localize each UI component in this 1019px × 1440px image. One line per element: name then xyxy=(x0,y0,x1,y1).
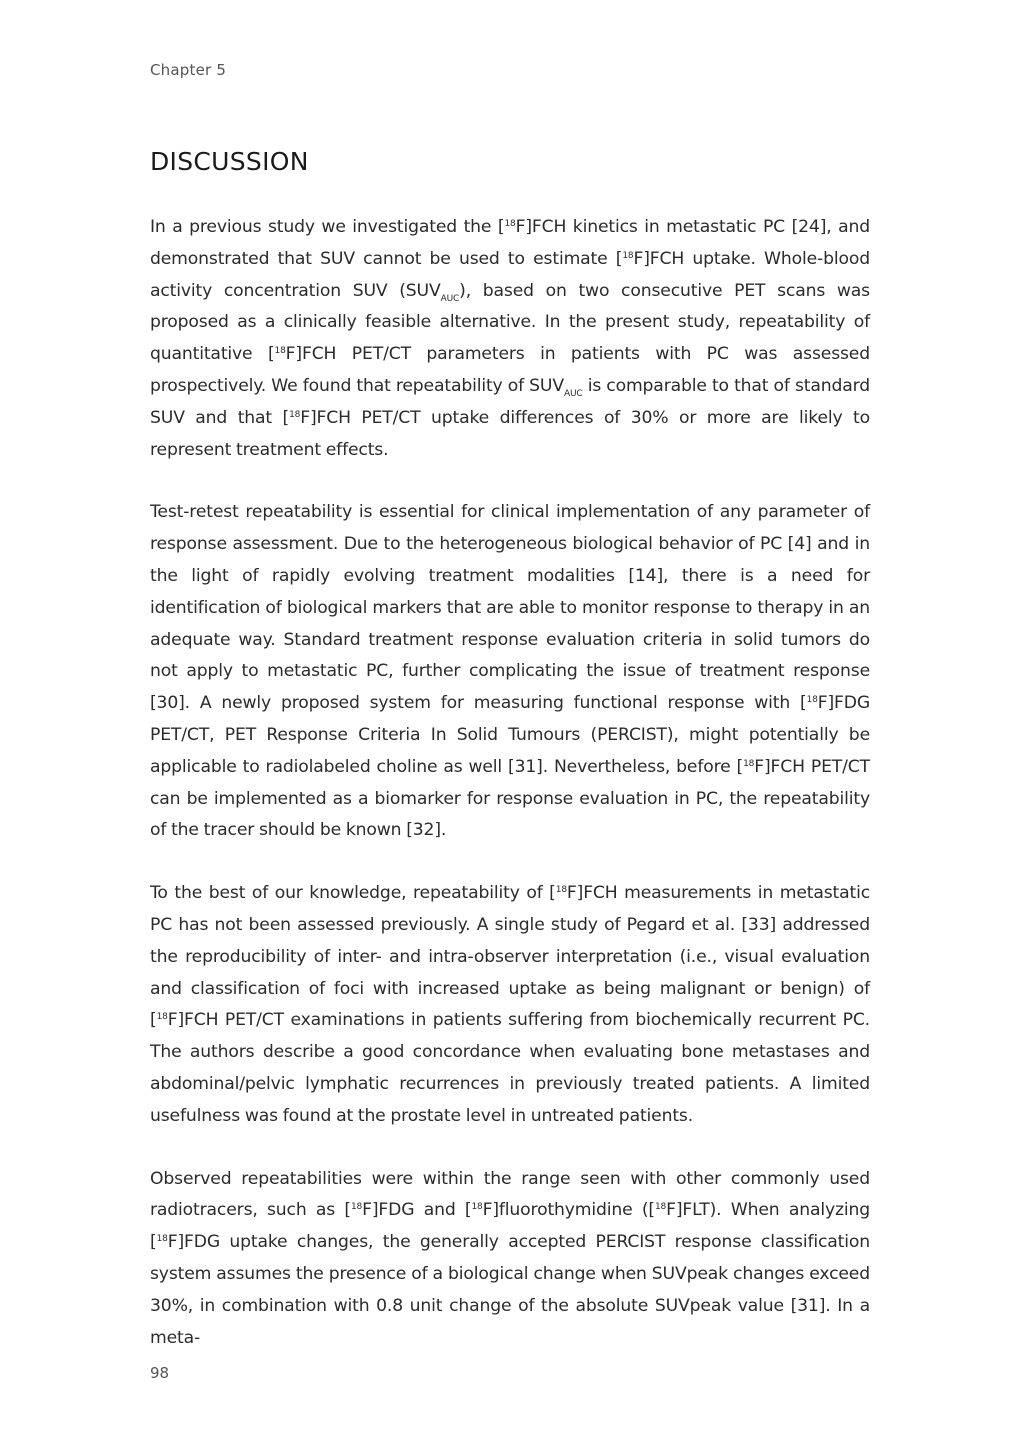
superscript: 18 xyxy=(806,695,818,706)
text-run: In a previous study we investigated the [ xyxy=(150,217,505,237)
superscript: 18 xyxy=(654,1202,667,1213)
paragraph-1 xyxy=(150,212,870,466)
superscript: 18 xyxy=(289,409,301,420)
text-run: F]FLT). When analyzing [ xyxy=(150,1200,870,1253)
superscript: 18 xyxy=(743,758,755,769)
superscript: 18 xyxy=(156,1234,168,1245)
superscript: 18 xyxy=(555,885,567,896)
subscript: AUC xyxy=(440,293,460,304)
paragraph-2 xyxy=(150,497,870,847)
text-run: F]fluorothymidine ([ xyxy=(482,1200,655,1221)
text-run: ), based on two consecutive PET scans was proposed as a clinically feasible alternative. In the present study, repeatability of quantitative [ xyxy=(150,280,870,365)
text-run: Observed repeatabilities were within the range seen with other commonly used radiotracers, such as [ xyxy=(150,1168,870,1221)
text-run: F]FCH measurements in metastatic PC has not been assessed previously. A single study of Pegard et al. [33] addressed the reproducibility of inter- and intra-observer interpretation (i.e., visual evaluation and classification of foci with increased uptake as being malignant or benign) of [ xyxy=(150,883,871,1031)
text-run: F]FDG uptake changes, the generally accepted PERCIST response classification system assumes the presence of a biological change when SUVpeak changes exceed 30%, in combination with 0.8 unit change of the absolute SUVpeak value [31]. In a meta- xyxy=(150,1232,870,1348)
running-header-chapter: Chapter 5 xyxy=(150,61,227,79)
text-run: F]FCH uptake. Whole-blood activity concentration SUV (SUV xyxy=(150,248,870,301)
text-run: F]FCH kinetics in metastatic PC [24], and demonstrated that SUV cannot be used to estimate [ xyxy=(150,217,870,269)
superscript: 18 xyxy=(471,1202,483,1213)
text-run: F]FDG PET/CT, PET Response Criteria In Solid Tumours (PERCIST), might potentially be applicable to radiolabeled choline as well [31]. Nevertheless, before [ xyxy=(150,693,870,777)
text-run: F]FCH PET/CT examinations in patients suffering from biochemically recurrent PC. The authors describe a good concordance when evaluating bone metastases and abdominal/pelvic lymphatic recurrences in previously treated patients. A limited usefulness was found at the prostate level in untreated patients. xyxy=(150,1010,870,1126)
superscript: 18 xyxy=(156,1012,168,1023)
text-run: is comparable to that of standard SUV and that [ xyxy=(150,375,870,428)
text-run: F]FCH PET/CT parameters in patients with PC was assessed prospectively. We found that repeatability of SUV xyxy=(150,344,870,396)
superscript: 18 xyxy=(504,219,516,229)
section-title: DISCUSSION xyxy=(150,147,309,176)
paragraph-4 xyxy=(150,1164,870,1355)
page-number: 98 xyxy=(150,1364,170,1382)
superscript: 18 xyxy=(274,346,286,357)
text-run: F]FDG and [ xyxy=(362,1200,472,1221)
text-run: F]FCH PET/CT can be implemented as a biomarker for response evaluation in PC, the repeatability of the tracer should be known [32]. xyxy=(150,756,870,841)
text-run: To the best of our knowledge, repeatability of [ xyxy=(150,883,556,904)
body-text xyxy=(150,212,870,1385)
text-run: Test-retest repeatability is essential for clinical implementation of any parameter of response assessment. Due to the heterogeneous biological behavior of PC [4] and in the light of rapidly evolving treatment modalities [14], there is a need for identification of biological markers that are able to monitor response to therapy in an adequate way. Standard treatment response evaluation criteria in solid tumors do not apply to metastatic PC, further complicating the issue of treatment response [30]. A newly proposed system for measuring functional response with [ xyxy=(150,502,870,714)
paragraph-3 xyxy=(150,878,870,1132)
superscript: 18 xyxy=(350,1202,363,1213)
text-run: F]FCH PET/CT uptake differences of 30% or more are likely to represent treatment effects. xyxy=(150,407,870,460)
subscript: AUC xyxy=(563,388,583,399)
superscript: 18 xyxy=(622,250,634,261)
